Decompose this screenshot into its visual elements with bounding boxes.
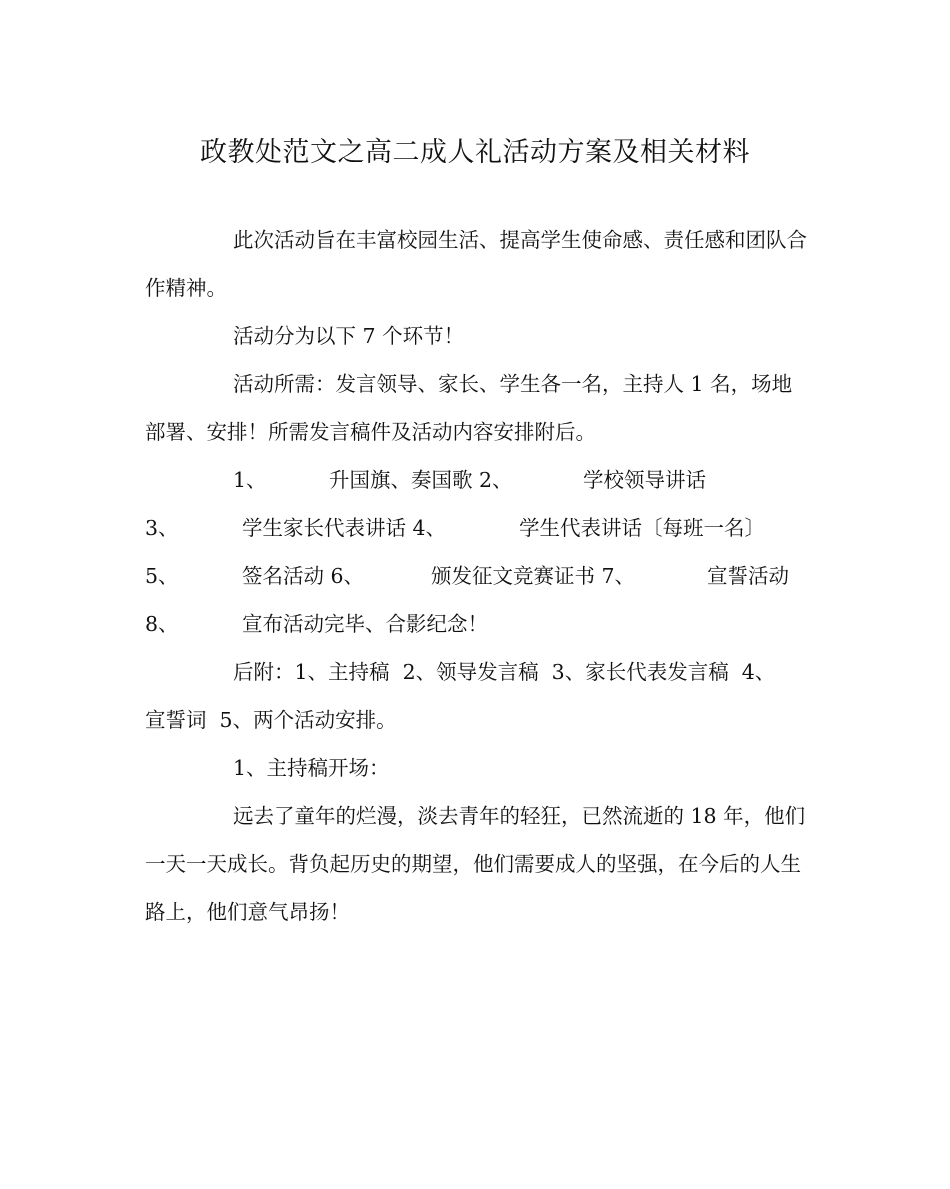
step-4-text: 学生代表讲话〔每班一名〕 bbox=[519, 516, 765, 540]
intro-paragraph: 此次活动旨在丰富校园生活、提高学生使命感、责任感和团队合作精神。 bbox=[145, 228, 807, 300]
step-5-number: 5、 bbox=[145, 564, 179, 588]
step-8-number: 8、 bbox=[145, 612, 179, 636]
document-body bbox=[145, 216, 810, 936]
steps-row-3 bbox=[145, 552, 810, 600]
needs-paragraph: 活动所需：发言领导、家长、学生各一名，主持人 1 名，场地部署、安排！所需发言稿件及活动内容安排附后。 bbox=[145, 372, 793, 444]
host-heading: 1、主持稿开场： bbox=[233, 756, 390, 780]
attachments-line-2: 宣誓词 5、两个活动安排。 bbox=[145, 708, 397, 732]
host-text-paragraph: 远去了童年的烂漫，淡去青年的轻狂，已然流逝的 18 年，他们一天一天成长。背负起历史的期望，他们需要成人的坚强，在今后的人生路上，他们意气昂扬！ bbox=[145, 804, 806, 924]
attachments-line-1: 后附：1、主持稿 2、领导发言稿 3、家长代表发言稿 4、 bbox=[233, 660, 776, 684]
step-1-text: 升国旗、奏国歌 2、 bbox=[329, 468, 513, 492]
step-8-text: 宣布活动完毕、合影纪念！ bbox=[242, 612, 488, 636]
step-7-text: 宣誓活动 bbox=[707, 564, 789, 588]
step-2-text: 学校领导讲话 bbox=[583, 468, 706, 492]
document-title: 政教处范文之高二成人礼活动方案及相关材料 bbox=[200, 137, 750, 168]
sections-intro-paragraph: 活动分为以下 7 个环节！ bbox=[233, 324, 465, 348]
step-6-text: 颁发征文竞赛证书 7、 bbox=[431, 564, 636, 588]
step-3-text: 学生家长代表讲话 4、 bbox=[242, 516, 447, 540]
step-1-number: 1、 bbox=[233, 468, 267, 492]
steps-row-1 bbox=[145, 456, 810, 504]
step-5-text: 签名活动 6、 bbox=[242, 564, 365, 588]
steps-row-4 bbox=[145, 600, 810, 648]
steps-row-2 bbox=[145, 504, 810, 552]
step-3-number: 3、 bbox=[145, 516, 179, 540]
